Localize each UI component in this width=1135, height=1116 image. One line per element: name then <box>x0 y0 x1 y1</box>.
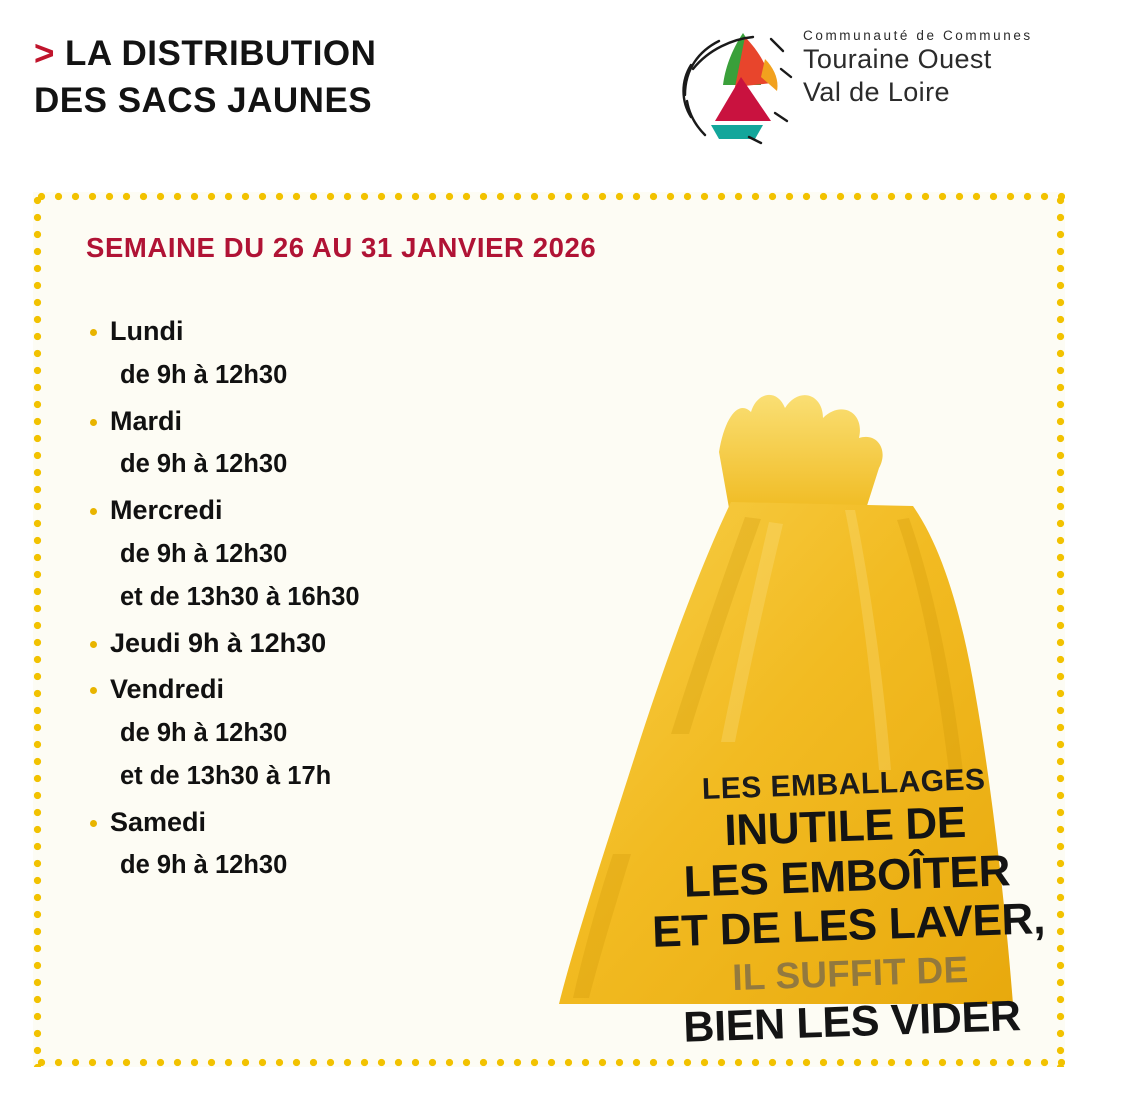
page-header <box>0 0 1135 185</box>
day-name-label: Vendredi <box>110 674 225 705</box>
day-name-label: Jeudi 9h à 12h30 <box>110 627 327 658</box>
bullet-icon <box>90 508 97 515</box>
logo-top-line: Communauté de Communes <box>803 28 1033 43</box>
page-title-text-1: LA DISTRIBUTION <box>64 34 377 73</box>
day-name <box>85 310 555 354</box>
day-hours: de 9h à 12h30 <box>120 360 288 389</box>
day-hours: et de 13h30 à 16h30 <box>120 582 360 611</box>
page-title-line-1 <box>34 30 634 77</box>
week-title: SEMAINE DU 26 AU 31 JANVIER 2026 <box>86 232 597 263</box>
bullet-icon <box>90 820 97 827</box>
bag-message <box>633 760 1053 1056</box>
logo-name-line-1: Touraine Ouest <box>803 44 992 74</box>
day-name-label: Mardi <box>110 405 183 436</box>
bullet-icon <box>90 419 97 426</box>
page-title <box>34 30 634 125</box>
arrow-marker-icon: > <box>34 34 55 73</box>
bag-line-6: BIEN LES VIDER <box>682 992 1022 1053</box>
bag-line-1: LES EMBALLAGES <box>701 763 987 807</box>
bullet-icon <box>90 687 97 694</box>
dotted-border-right <box>1056 192 1065 1067</box>
list-item <box>85 400 555 487</box>
day-hours: de 9h à 12h30 <box>120 450 288 479</box>
day-name-label: Lundi <box>110 316 184 346</box>
list-item <box>85 801 555 888</box>
logo-text <box>803 28 1073 109</box>
day-name-label: Mercredi <box>110 495 223 526</box>
dotted-border-left <box>33 192 42 1067</box>
distribution-panel <box>33 192 1065 1067</box>
bag-line-2: INUTILE DE <box>723 798 967 856</box>
bullet-icon <box>90 329 97 336</box>
day-hours: de 9h à 12h30 <box>120 539 288 568</box>
day-name-label: Samedi <box>110 806 207 837</box>
day-name <box>85 622 555 666</box>
logo-name-line-2: Val de Loire <box>803 76 950 107</box>
logo-mark-icon <box>675 25 800 145</box>
day-hours: et de 13h30 à 17h <box>120 761 332 790</box>
bullet-icon <box>90 641 97 648</box>
list-item <box>85 668 555 797</box>
bag-line-5: IL SUFFIT DE <box>731 949 969 999</box>
bag-line-4: ET DE LES LAVER, <box>651 894 1046 957</box>
schedule-list <box>85 310 555 890</box>
list-item <box>85 622 555 666</box>
list-item <box>85 310 555 397</box>
yellow-recycling-bag-illustration <box>493 342 1053 1057</box>
day-hours: de 9h à 12h30 <box>120 851 288 880</box>
bag-line-3: LES EMBOÎTER <box>682 845 1011 907</box>
day-name <box>85 801 555 845</box>
day-name <box>85 489 555 533</box>
list-item <box>85 489 555 618</box>
dotted-border-top <box>33 192 1065 201</box>
logo <box>675 20 1075 145</box>
page-title-line-2: DES SACS JAUNES <box>34 81 373 121</box>
day-name <box>85 668 555 712</box>
day-name <box>85 400 555 444</box>
dotted-border-bottom <box>33 1058 1065 1067</box>
day-hours: de 9h à 12h30 <box>120 718 288 747</box>
